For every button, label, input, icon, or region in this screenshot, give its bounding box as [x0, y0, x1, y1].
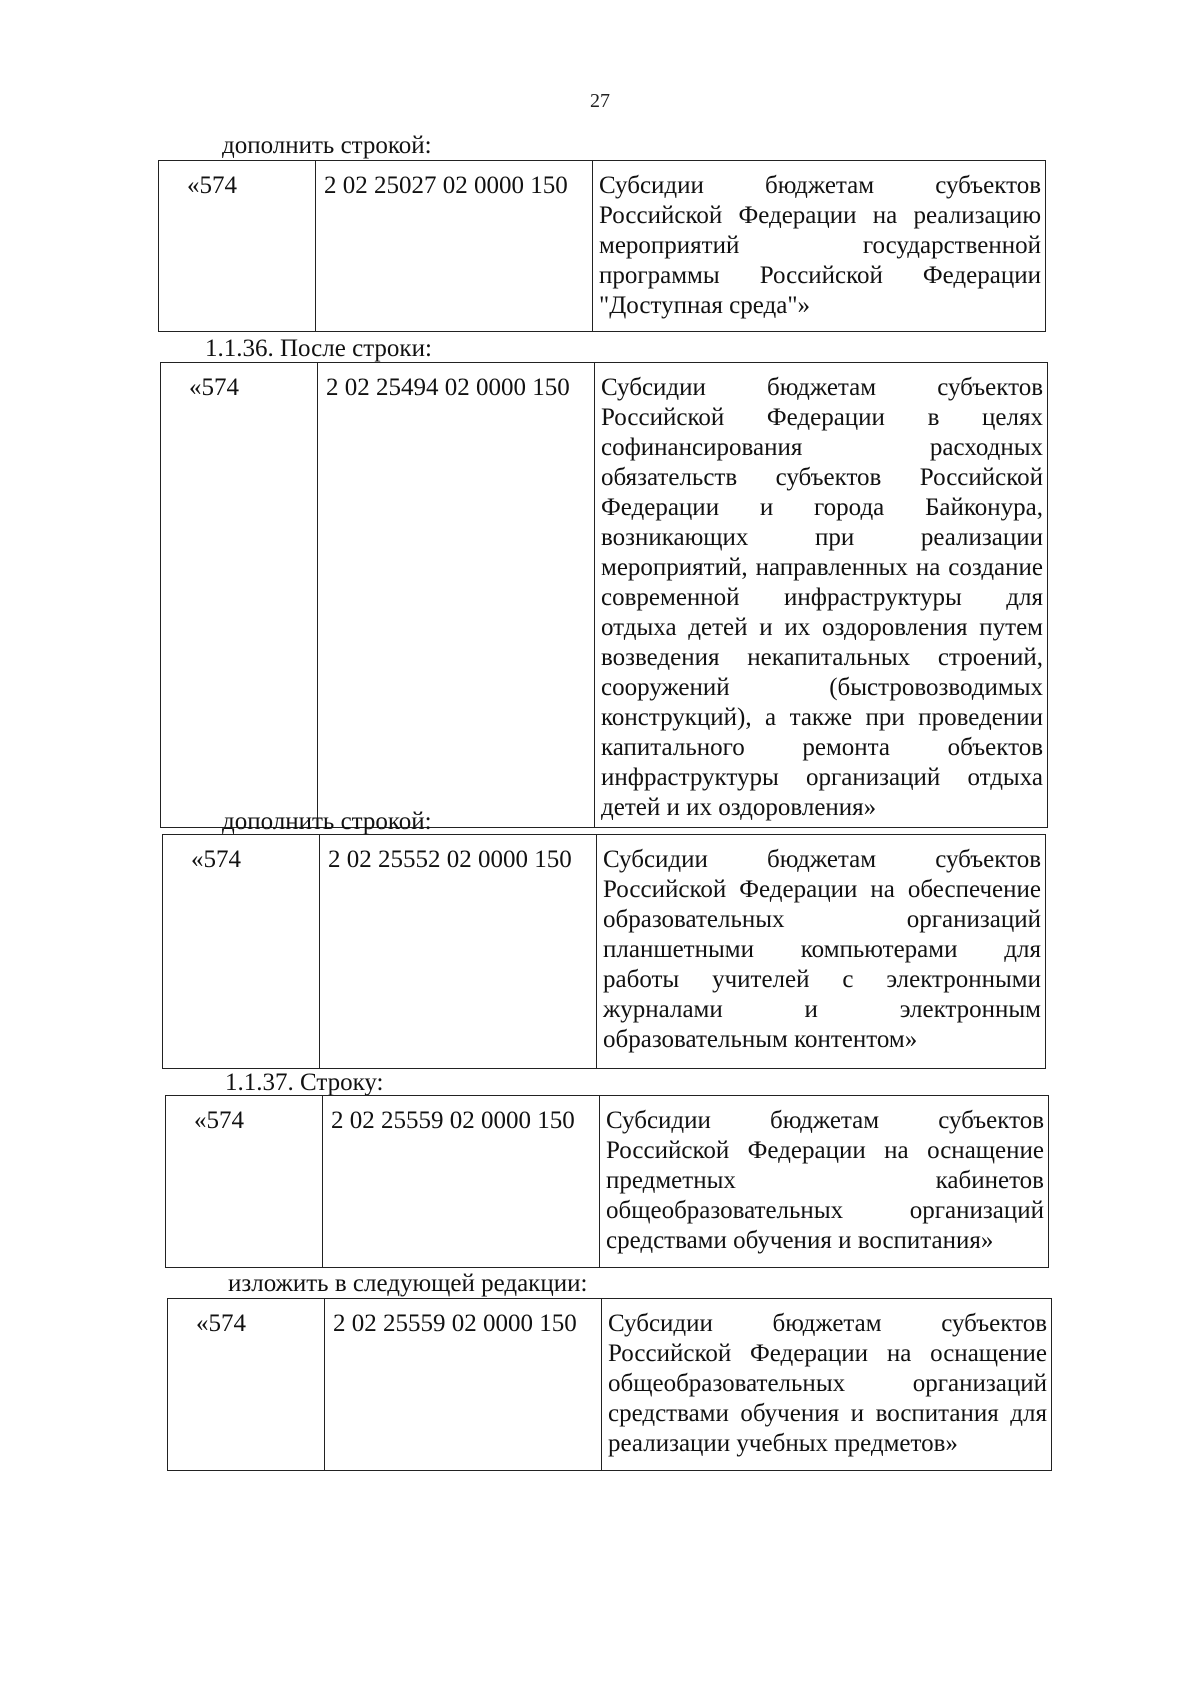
instruction-label: 1.1.37. Строку: — [225, 1069, 384, 1096]
instruction-label: изложить в следующей редакции: — [228, 1270, 588, 1297]
description-cell: Субсидии бюджетам субъектов Российской Федерации на обеспечение образовательных организаций планшетными компьютерами для работы учителей с электронными журналами и электронным образовательным контентом» — [597, 835, 1046, 1069]
budget-code-cell: 2 02 25027 02 0000 150 — [316, 161, 593, 332]
budget-code-table — [162, 834, 1046, 1069]
table-row — [159, 161, 1046, 332]
instruction-label: дополнить строкой: — [222, 808, 432, 835]
description-cell: Субсидии бюджетам субъектов Российской Федерации в целях софинансирования расходных обязательств субъектов Российской Федерации и города Байконура, возникающих при реализации мероприятий, направленных на создание современной инфраструктуры для отдыха детей и их оздоровления путем возведения некапитальных строений, сооружений (быстровозводимых конструкций), а также при проведении капитального ремонта объектов инфраструктуры организаций отдыха детей и их оздоровления» — [595, 363, 1048, 828]
instruction-label: дополнить строкой: — [222, 132, 432, 159]
table-row — [168, 1299, 1052, 1471]
description-cell: Субсидии бюджетам субъектов Российской Федерации на реализацию мероприятий государственной программы Российской Федерации "Доступная среда"» — [593, 161, 1046, 332]
description-cell: Субсидии бюджетам субъектов Российской Федерации на оснащение предметных кабинетов общеобразовательных организаций средствами обучения и воспитания» — [600, 1096, 1049, 1268]
admin-code-cell: «574 — [163, 835, 320, 1069]
budget-code-table — [165, 1095, 1049, 1268]
admin-code-cell: «574 — [161, 363, 318, 828]
admin-code-cell: «574 — [159, 161, 316, 332]
table-row — [163, 835, 1046, 1069]
table-row — [166, 1096, 1049, 1268]
budget-code-table — [158, 160, 1046, 332]
budget-code-cell: 2 02 25559 02 0000 150 — [325, 1299, 602, 1471]
budget-code-cell: 2 02 25559 02 0000 150 — [323, 1096, 600, 1268]
admin-code-cell: «574 — [168, 1299, 325, 1471]
instruction-label: 1.1.36. После строки: — [205, 335, 432, 362]
budget-code-table — [160, 362, 1048, 828]
table-row — [161, 363, 1048, 828]
budget-code-cell: 2 02 25494 02 0000 150 — [318, 363, 595, 828]
description-cell: Субсидии бюджетам субъектов Российской Федерации на оснащение общеобразовательных организаций средствами обучения и воспитания для реализации учебных предметов» — [602, 1299, 1052, 1471]
page-number: 27 — [590, 90, 610, 112]
budget-code-table — [167, 1298, 1052, 1471]
admin-code-cell: «574 — [166, 1096, 323, 1268]
budget-code-cell: 2 02 25552 02 0000 150 — [320, 835, 597, 1069]
